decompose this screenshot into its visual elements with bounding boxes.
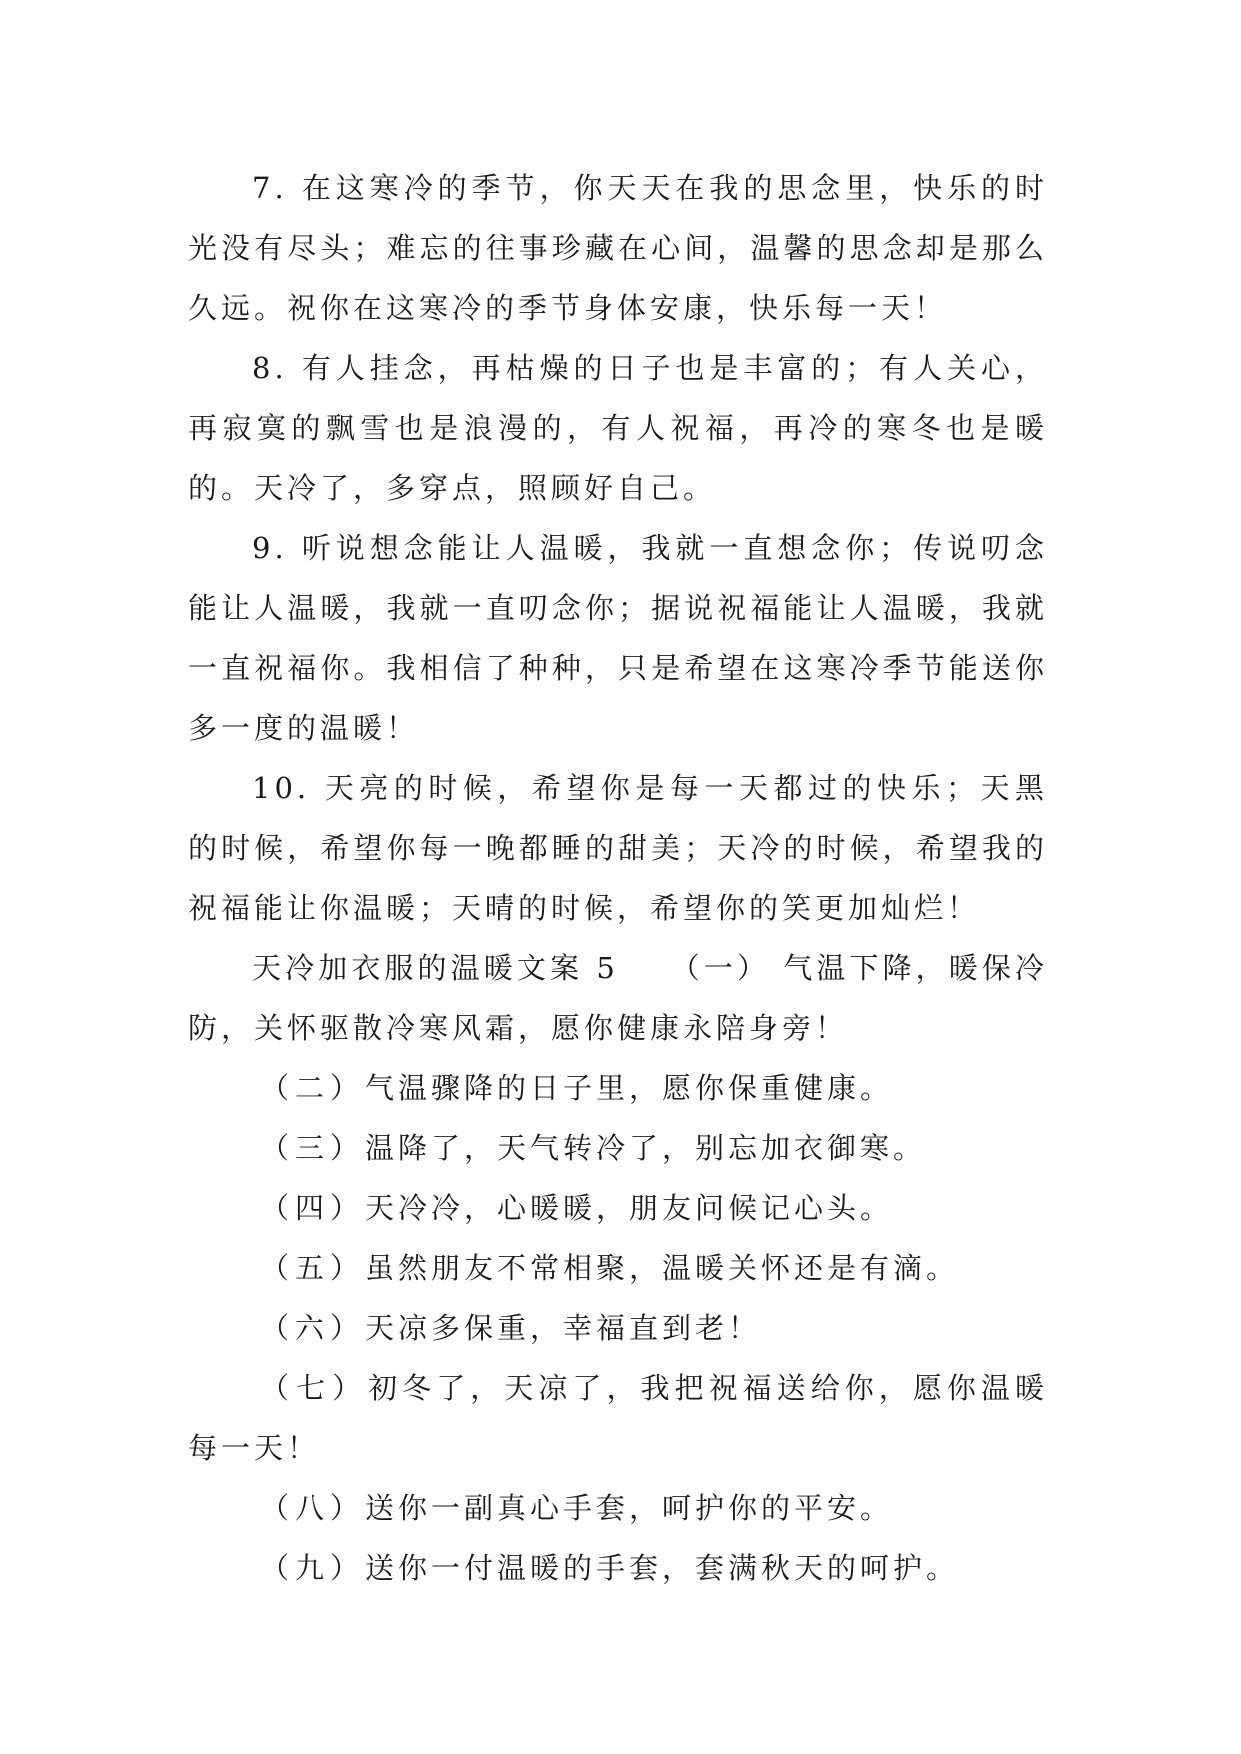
list-item (188, 1178, 1048, 1238)
list-item (188, 1478, 1048, 1538)
list-item-text: 气温骤降的日子里，愿你保重健康。 (365, 1071, 894, 1105)
paragraph-8: 8. 有人挂念，再枯燥的日子也是丰富的；有人关心，再寂寞的飘雪也是浪漫的，有人祝福，再冷的寒冬也是暖的。天冷了，多穿点，照顾好自己。 (188, 351, 1048, 505)
list-item-number: （九） (260, 1551, 366, 1585)
list-item (188, 1358, 1048, 1478)
list-item-number: （五） (260, 1251, 366, 1285)
list-item-text: 送你一副真心手套，呵护你的平安。 (365, 1491, 894, 1525)
list-item-text: 送你一付温暖的手套，套满秋天的呵护。 (365, 1551, 960, 1585)
list-item-number: （七） (260, 1371, 369, 1405)
paragraph-9: 9. 听说想念能让人温暖，我就一直想念你；传说叨念能让人温暖，我就一直叨念你；据说祝福能让人温暖，我就一直祝福你。我相信了种种，只是希望在这寒冷季节能送你多一度的温暖！ (188, 531, 1048, 745)
list-item-text: 天凉多保重，幸福直到老！ (365, 1311, 762, 1345)
list-item (188, 1298, 1048, 1358)
document-body (188, 158, 1048, 1598)
paragraph-7: 7. 在这寒冷的季节，你天天在我的思念里，快乐的时光没有尽头；难忘的往事珍藏在心间，温馨的思念却是那么久远。祝你在这寒冷的季节身体安康，快乐每一天！ (188, 171, 1048, 325)
list-item (188, 1058, 1048, 1118)
list-item (188, 1118, 1048, 1178)
list-item-text: 虽然朋友不常相聚，温暖关怀还是有滴。 (365, 1251, 960, 1285)
list-item-number: （四） (260, 1191, 366, 1225)
list-item (188, 1238, 1048, 1298)
paragraph-10: 10. 天亮的时候，希望你是每一天都过的快乐；天黑的时候，希望你每一晚都睡的甜美；天冷的时候，希望我的祝福能让你温暖；天晴的时候，希望你的笑更加灿烂！ (188, 771, 1048, 925)
list-item-text: 天冷冷，心暖暖，朋友问候记心头。 (365, 1191, 894, 1225)
section-title-paragraph: 天冷加衣服的温暖文案 5 （一） 气温下降，暖保冷防，关怀驱散冷寒风霜，愿你健康永陪身旁！ (188, 951, 1048, 1045)
list-item-number: （八） (260, 1491, 366, 1525)
list-item-number: （六） (260, 1311, 366, 1345)
list-item-text: 温降了，天气转冷了，别忘加衣御寒。 (365, 1131, 927, 1165)
list-item-number: （二） (260, 1071, 366, 1105)
list-item-number: （三） (260, 1131, 366, 1165)
list-item (188, 1538, 1048, 1598)
list-item-text: 初冬了，天凉了，我把祝福送给你，愿你温暖每一天！ (188, 1371, 1048, 1465)
